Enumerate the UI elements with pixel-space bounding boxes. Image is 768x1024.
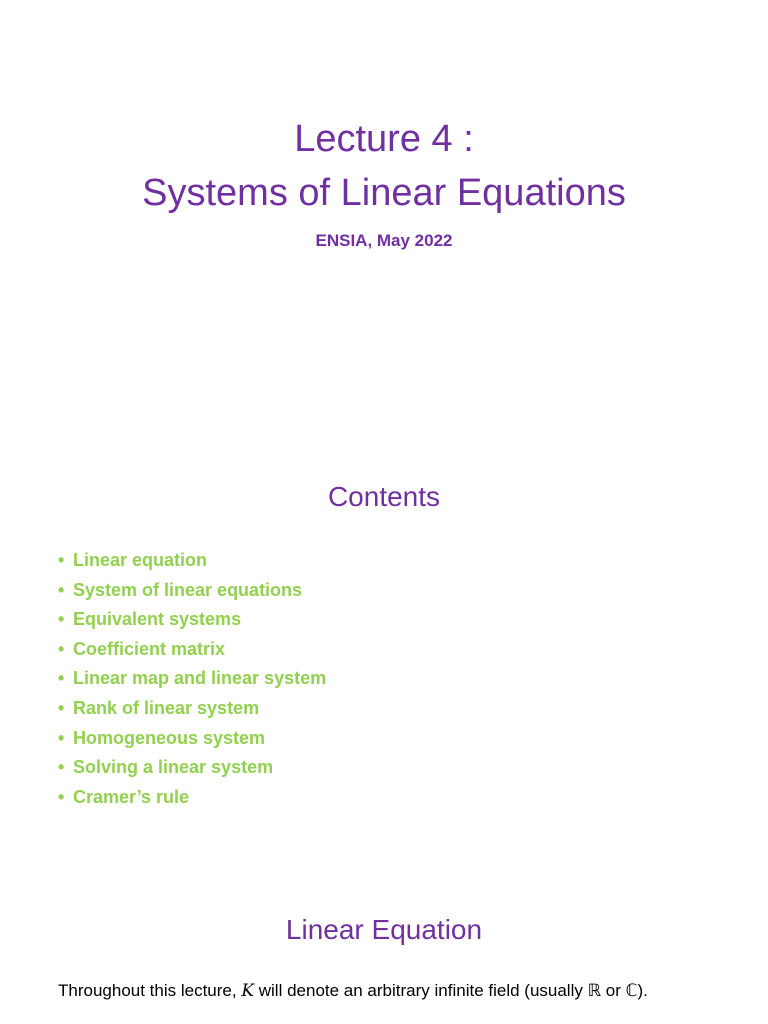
linear-equation-heading: Linear Equation: [285, 914, 483, 945]
contents-item-label: Cramer’s rule: [73, 786, 190, 807]
contents-item: [58, 694, 326, 724]
contents-item: [58, 664, 326, 694]
contents-item: [58, 724, 326, 754]
contents-item: [58, 783, 326, 813]
intro-text-after: will denote an arbitrary infinite field (usually ℝ or ℂ).: [254, 981, 648, 1000]
lecture-title: Lecture 4 :: [294, 118, 474, 160]
bullet-icon: •: [58, 757, 65, 778]
contents-list: [58, 546, 326, 812]
contents-item: [58, 635, 326, 665]
bullet-icon: •: [58, 579, 65, 600]
bullet-icon: •: [58, 668, 65, 689]
contents-item-label: System of linear equations: [73, 579, 303, 600]
contents-item-label: Linear map and linear system: [73, 668, 327, 689]
contents-item-label: Homogeneous system: [73, 727, 266, 748]
bullet-icon: •: [58, 727, 65, 748]
lecture-subject-title: Systems of Linear Equations: [142, 172, 626, 214]
bullet-icon: •: [58, 550, 65, 570]
contents-item-label: Solving a linear system: [73, 757, 274, 778]
intro-paragraph: [58, 980, 718, 1002]
contents-item: [58, 605, 326, 635]
bullet-icon: •: [58, 609, 65, 630]
contents-item-label: Coefficient matrix: [73, 638, 226, 659]
institution-date: ENSIA, May 2022: [315, 231, 453, 250]
bullet-icon: •: [58, 638, 65, 659]
contents-item-label: Linear equation: [73, 550, 208, 570]
contents-item: [58, 753, 326, 783]
intro-text-before: Throughout this lecture,: [58, 981, 242, 1000]
contents-item-label: Rank of linear system: [73, 697, 260, 718]
contents-item-label: Equivalent systems: [73, 609, 242, 630]
bullet-icon: •: [58, 786, 65, 807]
field-variable: K: [241, 981, 255, 1001]
contents-heading: Contents: [327, 481, 441, 512]
contents-item: [58, 546, 326, 576]
contents-item: [58, 576, 326, 606]
bullet-icon: •: [58, 697, 65, 718]
